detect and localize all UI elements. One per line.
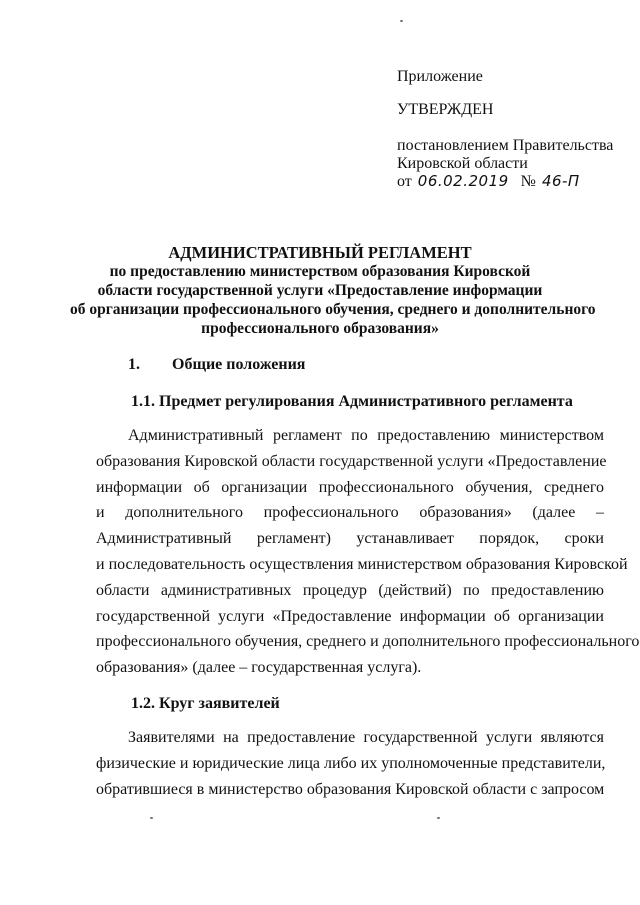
scan-speck	[437, 817, 440, 819]
paragraph-line: образования Кировской области государственной услуги «Предоставление	[96, 452, 607, 470]
section-1-title: Общие положения	[172, 356, 306, 373]
subsection-1-2-title: 1.2. Круг заявителей	[131, 695, 280, 712]
paragraph-line: Административный регламент) устанавливает порядок, сроки	[96, 530, 604, 548]
subsection-1-1-title: 1.1. Предмет регулирования Административного регламента	[131, 393, 573, 410]
scan-speck	[150, 817, 153, 819]
subtitle-line: об организации профессионального обучения, среднего и дополнительного	[70, 301, 596, 318]
subsection-1-2-paragraph	[96, 725, 604, 802]
subtitle-line: профессионального образования»	[201, 320, 439, 337]
decree-line-2: Кировской области	[397, 155, 528, 172]
decree-date-line	[397, 172, 580, 191]
from-prefix: от	[397, 173, 412, 190]
paragraph-line: Заявителями на предоставление государственной услуги являются	[128, 729, 604, 746]
paragraph-line: государственной услуги «Предоставление информации об организации	[96, 607, 604, 625]
subsection-1-1-paragraph	[96, 423, 640, 681]
section-1-number: 1.	[128, 356, 140, 373]
document-title: АДМИНИСТРАТИВНЫЙ РЕГЛАМЕНТ	[168, 243, 472, 262]
subtitle-line: по предоставлению министерством образования Кировской	[109, 263, 531, 280]
subtitle-line: области государственной услуги «Предоставление информации	[97, 282, 543, 299]
appendix-label: Приложение	[397, 68, 483, 85]
decree-line-1: постановлением Правительства	[397, 137, 614, 154]
paragraph-line: и последовательность осуществления министерством образования Кировской	[96, 555, 628, 573]
paragraph-line: профессионального обучения, среднего и дополнительного профессионального	[96, 633, 640, 651]
decree-date: 06.02.2019	[417, 172, 509, 190]
approved-label: УТВЕРЖДЕН	[397, 101, 494, 118]
paragraph-line: образования» (далее – государственная услуга).	[96, 659, 422, 677]
scan-speck	[400, 20, 403, 22]
paragraph-line: и дополнительного профессионального образования» (далее –	[96, 504, 604, 522]
paragraph-line: обратившиеся в министерство образования Кировской области с запросом	[96, 780, 605, 798]
paragraph-line: физические и юридические лица либо их уполномоченные представители,	[96, 754, 606, 772]
document-subtitle	[70, 262, 596, 338]
decree-number: 46-П	[541, 172, 580, 190]
number-sign: №	[520, 173, 536, 190]
paragraph-line: информации об организации профессионального обучения, среднего	[96, 478, 604, 496]
paragraph-line: области административных процедур (действий) по предоставлению	[96, 581, 604, 599]
paragraph-line: Административный регламент по предоставлению министерством	[128, 427, 604, 444]
